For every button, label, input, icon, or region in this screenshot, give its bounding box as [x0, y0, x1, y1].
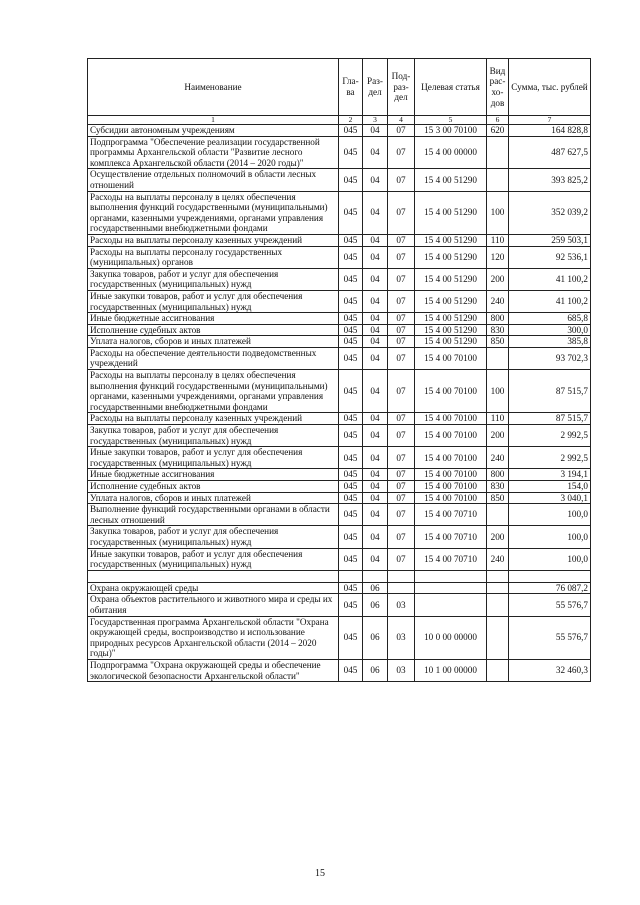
row-sum: 87 515,7 [509, 370, 591, 413]
row-target-article: 10 1 00 00000 [415, 659, 487, 681]
row-target-article: 15 4 00 70100 [415, 447, 487, 469]
table-row [88, 413, 591, 425]
table-row [88, 169, 591, 191]
row-target-article: 15 4 00 70100 [415, 413, 487, 425]
row-sum: 300,0 [509, 324, 591, 336]
row-podrazdel: 07 [388, 169, 415, 191]
row-expense-type: 830 [487, 324, 509, 336]
row-sum: 154,0 [509, 481, 591, 493]
row-glava: 045 [339, 469, 363, 481]
row-name: Осуществление отдельных полномочий в области лесных отношений [88, 169, 339, 191]
row-glava: 045 [339, 125, 363, 137]
row-podrazdel: 07 [388, 246, 415, 268]
row-name: Иные закупки товаров, работ и услуг для обеспечения государственных (муниципальных) нужд [88, 548, 339, 570]
row-razdel: 04 [363, 469, 388, 481]
table-row-blank [88, 570, 591, 582]
row-target-article: 15 4 00 51290 [415, 324, 487, 336]
budget-table [87, 58, 591, 682]
table-row [88, 481, 591, 493]
row-glava: 045 [339, 313, 363, 325]
row-name: Исполнение судебных актов [88, 324, 339, 336]
row-razdel: 04 [363, 324, 388, 336]
row-podrazdel: 07 [388, 125, 415, 137]
column-number: 1 [88, 116, 339, 125]
row-sum: 2 992,5 [509, 425, 591, 447]
row-razdel: 04 [363, 191, 388, 234]
row-sum: 41 100,2 [509, 268, 591, 290]
row-sum: 3 194,1 [509, 469, 591, 481]
row-razdel: 04 [363, 246, 388, 268]
row-podrazdel: 07 [388, 370, 415, 413]
row-glava: 045 [339, 370, 363, 413]
row-podrazdel: 07 [388, 234, 415, 246]
row-razdel: 04 [363, 413, 388, 425]
table-row [88, 234, 591, 246]
table-row [88, 125, 591, 137]
row-razdel: 04 [363, 268, 388, 290]
row-razdel: 06 [363, 659, 388, 681]
row-sum: 100,0 [509, 504, 591, 526]
row-target-article: 15 4 00 51290 [415, 268, 487, 290]
row-glava: 045 [339, 324, 363, 336]
row-razdel: 04 [363, 347, 388, 369]
row-podrazdel: 07 [388, 336, 415, 348]
row-name: Расходы на выплаты персоналу государственных (муниципальных) органов [88, 246, 339, 268]
row-razdel: 04 [363, 504, 388, 526]
row-glava [339, 570, 363, 582]
table-row [88, 659, 591, 681]
row-expense-type [487, 616, 509, 659]
row-razdel: 04 [363, 370, 388, 413]
row-name: Расходы на выплаты персоналу казенных учреждений [88, 413, 339, 425]
row-razdel: 04 [363, 447, 388, 469]
column-number: 6 [487, 116, 509, 125]
row-glava: 045 [339, 191, 363, 234]
row-name: Уплата налогов, сборов и иных платежей [88, 336, 339, 348]
row-glava: 045 [339, 548, 363, 570]
row-podrazdel: 07 [388, 548, 415, 570]
header-name: Наименование [88, 59, 339, 116]
table-row [88, 504, 591, 526]
row-name: Выполнение функций государственными органами в области лесных отношений [88, 504, 339, 526]
row-glava: 045 [339, 336, 363, 348]
row-sum: 393 825,2 [509, 169, 591, 191]
row-glava: 045 [339, 492, 363, 504]
row-glava: 045 [339, 659, 363, 681]
table-header-row [88, 59, 591, 116]
row-target-article: 15 4 00 51290 [415, 246, 487, 268]
table-row [88, 526, 591, 548]
row-expense-type: 100 [487, 191, 509, 234]
row-target-article: 15 4 00 70710 [415, 504, 487, 526]
row-expense-type [487, 582, 509, 594]
row-glava: 045 [339, 347, 363, 369]
row-glava: 045 [339, 481, 363, 493]
row-podrazdel: 07 [388, 492, 415, 504]
row-razdel: 04 [363, 290, 388, 312]
table-row [88, 246, 591, 268]
row-glava: 045 [339, 290, 363, 312]
table-row [88, 616, 591, 659]
row-expense-type: 620 [487, 125, 509, 137]
row-target-article: 15 4 00 00000 [415, 136, 487, 169]
row-sum: 87 515,7 [509, 413, 591, 425]
table-row [88, 370, 591, 413]
header-expense-type: Вид рас-хо-дов [487, 59, 509, 116]
row-glava: 045 [339, 582, 363, 594]
row-podrazdel: 07 [388, 447, 415, 469]
table-row [88, 582, 591, 594]
row-target-article: 15 4 00 70100 [415, 347, 487, 369]
row-expense-type: 200 [487, 526, 509, 548]
row-name: Подпрограмма "Обеспечение реализации государственной программы Архангельской области "Развитие лесного комплекса Архангельской области (2014 – 2020 годы)" [88, 136, 339, 169]
table-row [88, 447, 591, 469]
row-glava: 045 [339, 413, 363, 425]
row-sum: 100,0 [509, 548, 591, 570]
column-number: 7 [509, 116, 591, 125]
row-sum: 55 576,7 [509, 616, 591, 659]
row-target-article: 15 4 00 70100 [415, 425, 487, 447]
row-name: Субсидии автономным учреждениям [88, 125, 339, 137]
row-razdel: 06 [363, 594, 388, 616]
table-row [88, 469, 591, 481]
row-sum: 2 992,5 [509, 447, 591, 469]
table-row [88, 191, 591, 234]
row-podrazdel: 07 [388, 347, 415, 369]
row-name: Расходы на выплаты персоналу в целях обеспечения выполнения функций государственными (муниципальными) органами, казенными учреждениями, органами управления государственными внебюджетными фондами [88, 191, 339, 234]
row-sum: 76 087,2 [509, 582, 591, 594]
row-razdel: 04 [363, 336, 388, 348]
row-expense-type [487, 659, 509, 681]
row-razdel: 04 [363, 136, 388, 169]
row-razdel: 06 [363, 616, 388, 659]
row-sum: 385,8 [509, 336, 591, 348]
header-glava: Гла-ва [339, 59, 363, 116]
row-glava: 045 [339, 504, 363, 526]
row-glava: 045 [339, 594, 363, 616]
row-razdel: 06 [363, 582, 388, 594]
page-number: 15 [315, 868, 325, 879]
row-sum: 3 040,1 [509, 492, 591, 504]
row-podrazdel: 03 [388, 594, 415, 616]
row-target-article: 15 4 00 70100 [415, 370, 487, 413]
column-number: 3 [363, 116, 388, 125]
row-name: Уплата налогов, сборов и иных платежей [88, 492, 339, 504]
row-podrazdel: 07 [388, 526, 415, 548]
row-target-article: 15 4 00 70100 [415, 469, 487, 481]
row-podrazdel: 07 [388, 290, 415, 312]
row-target-article [415, 570, 487, 582]
row-target-article: 15 4 00 51290 [415, 336, 487, 348]
table-row [88, 425, 591, 447]
row-expense-type: 110 [487, 413, 509, 425]
row-name: Расходы на выплаты персоналу казенных учреждений [88, 234, 339, 246]
table-body [88, 125, 591, 682]
row-sum: 259 503,1 [509, 234, 591, 246]
row-name: Закупка товаров, работ и услуг для обеспечения государственных (муниципальных) нужд [88, 268, 339, 290]
row-podrazdel: 07 [388, 268, 415, 290]
row-name: Охрана окружающей среды [88, 582, 339, 594]
table-row [88, 594, 591, 616]
row-razdel: 04 [363, 481, 388, 493]
row-target-article: 15 4 00 51290 [415, 313, 487, 325]
row-glava: 045 [339, 268, 363, 290]
row-expense-type: 100 [487, 370, 509, 413]
row-name: Закупка товаров, работ и услуг для обеспечения государственных (муниципальных) нужд [88, 425, 339, 447]
row-expense-type: 240 [487, 290, 509, 312]
column-number: 2 [339, 116, 363, 125]
row-expense-type [487, 570, 509, 582]
table-row [88, 324, 591, 336]
row-target-article: 10 0 00 00000 [415, 616, 487, 659]
table-row [88, 492, 591, 504]
row-expense-type: 800 [487, 313, 509, 325]
header-razdel: Раз-дел [363, 59, 388, 116]
row-podrazdel: 07 [388, 324, 415, 336]
row-name [88, 570, 339, 582]
row-sum: 164 828,8 [509, 125, 591, 137]
table-row [88, 347, 591, 369]
row-glava: 045 [339, 616, 363, 659]
row-expense-type: 200 [487, 268, 509, 290]
row-expense-type: 120 [487, 246, 509, 268]
row-sum: 41 100,2 [509, 290, 591, 312]
row-target-article: 15 3 00 70100 [415, 125, 487, 137]
column-number-row [88, 116, 591, 125]
row-podrazdel: 07 [388, 413, 415, 425]
row-sum: 92 536,1 [509, 246, 591, 268]
row-podrazdel: 07 [388, 313, 415, 325]
row-sum [509, 570, 591, 582]
row-podrazdel: 07 [388, 136, 415, 169]
row-sum: 93 702,3 [509, 347, 591, 369]
row-podrazdel: 07 [388, 504, 415, 526]
row-target-article: 15 4 00 70710 [415, 526, 487, 548]
row-expense-type: 800 [487, 469, 509, 481]
row-target-article: 15 4 00 70710 [415, 548, 487, 570]
row-podrazdel: 07 [388, 469, 415, 481]
row-expense-type: 240 [487, 548, 509, 570]
table-row [88, 336, 591, 348]
row-razdel: 04 [363, 526, 388, 548]
row-name: Иные закупки товаров, работ и услуг для обеспечения государственных (муниципальных) нужд [88, 290, 339, 312]
row-target-article: 15 4 00 51290 [415, 169, 487, 191]
row-target-article: 15 4 00 70100 [415, 492, 487, 504]
row-name: Подпрограмма "Охрана окружающей среды и обеспечение экологической безопасности Архангельской области" [88, 659, 339, 681]
row-expense-type: 830 [487, 481, 509, 493]
row-expense-type [487, 504, 509, 526]
row-razdel [363, 570, 388, 582]
row-expense-type: 850 [487, 492, 509, 504]
row-sum: 55 576,7 [509, 594, 591, 616]
row-target-article: 15 4 00 70100 [415, 481, 487, 493]
row-sum: 32 460,3 [509, 659, 591, 681]
row-razdel: 04 [363, 548, 388, 570]
column-number: 4 [388, 116, 415, 125]
row-expense-type [487, 169, 509, 191]
row-razdel: 04 [363, 313, 388, 325]
row-name: Закупка товаров, работ и услуг для обеспечения государственных (муниципальных) нужд [88, 526, 339, 548]
row-podrazdel: 03 [388, 659, 415, 681]
row-target-article [415, 582, 487, 594]
row-glava: 045 [339, 425, 363, 447]
row-sum: 100,0 [509, 526, 591, 548]
row-podrazdel: 07 [388, 191, 415, 234]
row-glava: 045 [339, 169, 363, 191]
row-expense-type [487, 136, 509, 169]
row-podrazdel: 07 [388, 425, 415, 447]
row-podrazdel [388, 570, 415, 582]
header-target-article: Целевая статья [415, 59, 487, 116]
row-glava: 045 [339, 246, 363, 268]
row-razdel: 04 [363, 169, 388, 191]
row-target-article: 15 4 00 51290 [415, 290, 487, 312]
row-name: Исполнение судебных актов [88, 481, 339, 493]
table-row [88, 136, 591, 169]
row-name: Иные бюджетные ассигнования [88, 469, 339, 481]
table-row [88, 268, 591, 290]
row-expense-type: 850 [487, 336, 509, 348]
row-expense-type [487, 594, 509, 616]
table-row [88, 290, 591, 312]
row-expense-type: 240 [487, 447, 509, 469]
row-podrazdel: 03 [388, 616, 415, 659]
header-podrazdel: Под-раз-дел [388, 59, 415, 116]
row-razdel: 04 [363, 425, 388, 447]
row-glava: 045 [339, 136, 363, 169]
row-name: Иные бюджетные ассигнования [88, 313, 339, 325]
row-name: Охрана объектов растительного и животного мира и среды их обитания [88, 594, 339, 616]
row-razdel: 04 [363, 125, 388, 137]
table-row [88, 548, 591, 570]
row-name: Расходы на обеспечение деятельности подведомственных учреждений [88, 347, 339, 369]
row-target-article: 15 4 00 51290 [415, 191, 487, 234]
row-name: Иные закупки товаров, работ и услуг для обеспечения государственных (муниципальных) нужд [88, 447, 339, 469]
column-number: 5 [415, 116, 487, 125]
table-row [88, 313, 591, 325]
row-expense-type: 200 [487, 425, 509, 447]
row-expense-type: 110 [487, 234, 509, 246]
row-expense-type [487, 347, 509, 369]
row-razdel: 04 [363, 234, 388, 246]
header-sum: Сумма, тыс. рублей [509, 59, 591, 116]
row-glava: 045 [339, 447, 363, 469]
row-razdel: 04 [363, 492, 388, 504]
row-glava: 045 [339, 234, 363, 246]
row-podrazdel [388, 582, 415, 594]
row-sum: 352 039,2 [509, 191, 591, 234]
row-target-article [415, 594, 487, 616]
row-sum: 487 627,5 [509, 136, 591, 169]
row-sum: 685,8 [509, 313, 591, 325]
row-name: Государственная программа Архангельской области "Охрана окружающей среды, воспроизводство и использование природных ресурсов Архангельской области (2014 – 2020 годы)" [88, 616, 339, 659]
row-target-article: 15 4 00 51290 [415, 234, 487, 246]
row-glava: 045 [339, 526, 363, 548]
row-name: Расходы на выплаты персоналу в целях обеспечения выполнения функций государственными (муниципальными) органами, казенными учреждениями, органами управления государственными внебюджетными фондами [88, 370, 339, 413]
row-podrazdel: 07 [388, 481, 415, 493]
